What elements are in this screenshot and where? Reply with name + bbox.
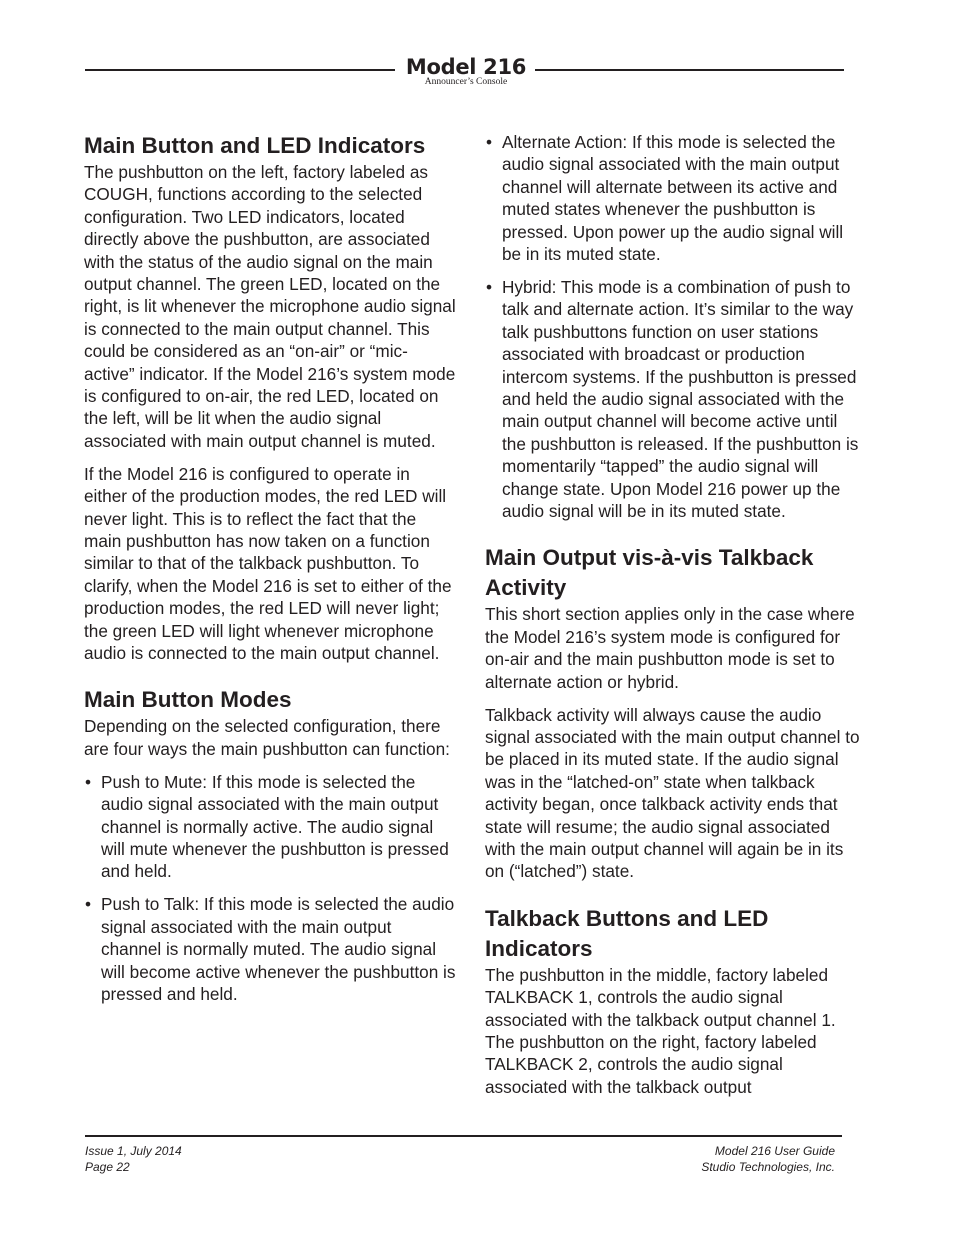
bullet-icon: • (85, 894, 92, 915)
list-item-text: Hybrid: This mode is a combination of push to talk and alternate action. It’s similar to the way talk pushbuttons function on user stations associated with broadcast or production intercom systems. If the pushbutton is pressed and held the audio signal associated with the main output channel will become active until the pushbutton is released. If the pushbutton is momentarily “tapped” the audio signal will change state. Upon Model 216 power up the audio signal will be in its muted state. (502, 276, 859, 521)
footer-right (701, 1143, 835, 1175)
paragraph-four-ways: Depending on the selected configuration, there are four ways the main pushbutton can function: (84, 716, 450, 759)
heading-talkback-buttons: Talkback Buttons and LED Indicators (485, 905, 769, 961)
footer-left (85, 1143, 182, 1175)
heading-main-button-led: Main Button and LED Indicators (84, 133, 426, 158)
heading-main-button-modes: Main Button Modes (84, 687, 292, 713)
heading-main-output-talkback: Main Output vis-à-vis Talkback Activity (485, 545, 814, 601)
bullet-icon: • (486, 276, 493, 297)
modes-list-right (485, 131, 863, 522)
header-rule-right (535, 69, 844, 71)
paragraph-production-modes: If the Model 216 is configured to operate in either of the production modes, the red LED will never light. This is to reflect the fact that the main pushbutton has now taken on a function similar to that of the talkback pushbutton. To clarify, when the Model 216 is set to either of the production modes, the red LED will never light; the green LED will light whenever microphone audio is connected to the main output channel. (84, 463, 452, 664)
footer-page-number: Page 22 (85, 1160, 130, 1174)
left-column (84, 131, 456, 1016)
modes-list-left (84, 771, 456, 1006)
bullet-icon: • (486, 132, 493, 152)
list-item (485, 131, 863, 265)
logo-title: Model 216 (405, 55, 527, 79)
list-item (84, 893, 456, 1005)
bullet-icon: • (85, 771, 92, 792)
footer-company: Studio Technologies, Inc. (701, 1160, 835, 1174)
paragraph-talkback-buttons: The pushbutton in the middle, factory labeled TALKBACK 1, controls the audio signal associated with the talkback output channel 1. The pushbutton on the right, factory labeled TALKBACK 2, controls the audio signal associated with the talkback output (485, 964, 836, 1097)
paragraph-main-button-led: The pushbutton on the left, factory labeled as COUGH, functions according to the selected configuration. Two LED indicators, located directly above the pushbutton, are associated with the status of the audio signal on the main output channel. The green LED, located on the right, is lit whenever the microphone audio signal is connected to the main output channel. This could be considered as an “on-air” or “mic-active” indicator. If the Model 216’s system mode is configured to on-air, the red LED, located on the left, will be lit when the audio signal associated with main output channel is muted. (84, 162, 456, 451)
paragraph-talkback-activity: Talkback activity will always cause the audio signal associated with the main output channel to be placed in its muted state. If the audio signal was in the “latched-on” state when talkback activity began, once talkback activity ends that state will resume; the audio signal associated with the main output channel will again be in its on (“latched”) state. (485, 704, 860, 882)
footer-rule (85, 1135, 842, 1137)
list-item-text: Alternate Action: If this mode is selected the audio signal associated with the main output channel will alternate between its active and muted states whenever the pushbutton is pressed. Upon power up the audio signal will be in its muted state. (502, 132, 844, 265)
header-logo (402, 55, 530, 87)
list-item (84, 771, 456, 883)
footer-guide-title: Model 216 User Guide (714, 1144, 835, 1158)
right-column (485, 131, 863, 1109)
logo-subtitle: Announcer’s Console (424, 77, 508, 87)
list-item (485, 276, 863, 522)
footer-issue: Issue 1, July 2014 (85, 1144, 182, 1158)
list-item-text: Push to Talk: If this mode is selected the audio signal associated with the main output channel is normally muted. The audio signal will become active whenever the pushbutton is pressed and held. (101, 894, 456, 1004)
header-rule-left (85, 69, 395, 71)
paragraph-short-section: This short section applies only in the case where the Model 216’s system mode is configured for on-air and the main pushbutton mode is set to alternate action or hybrid. (485, 604, 855, 692)
list-item-text: Push to Mute: If this mode is selected the audio signal associated with the main output channel is normally active. The audio signal will mute whenever the pushbutton is pressed and held. (101, 771, 449, 882)
